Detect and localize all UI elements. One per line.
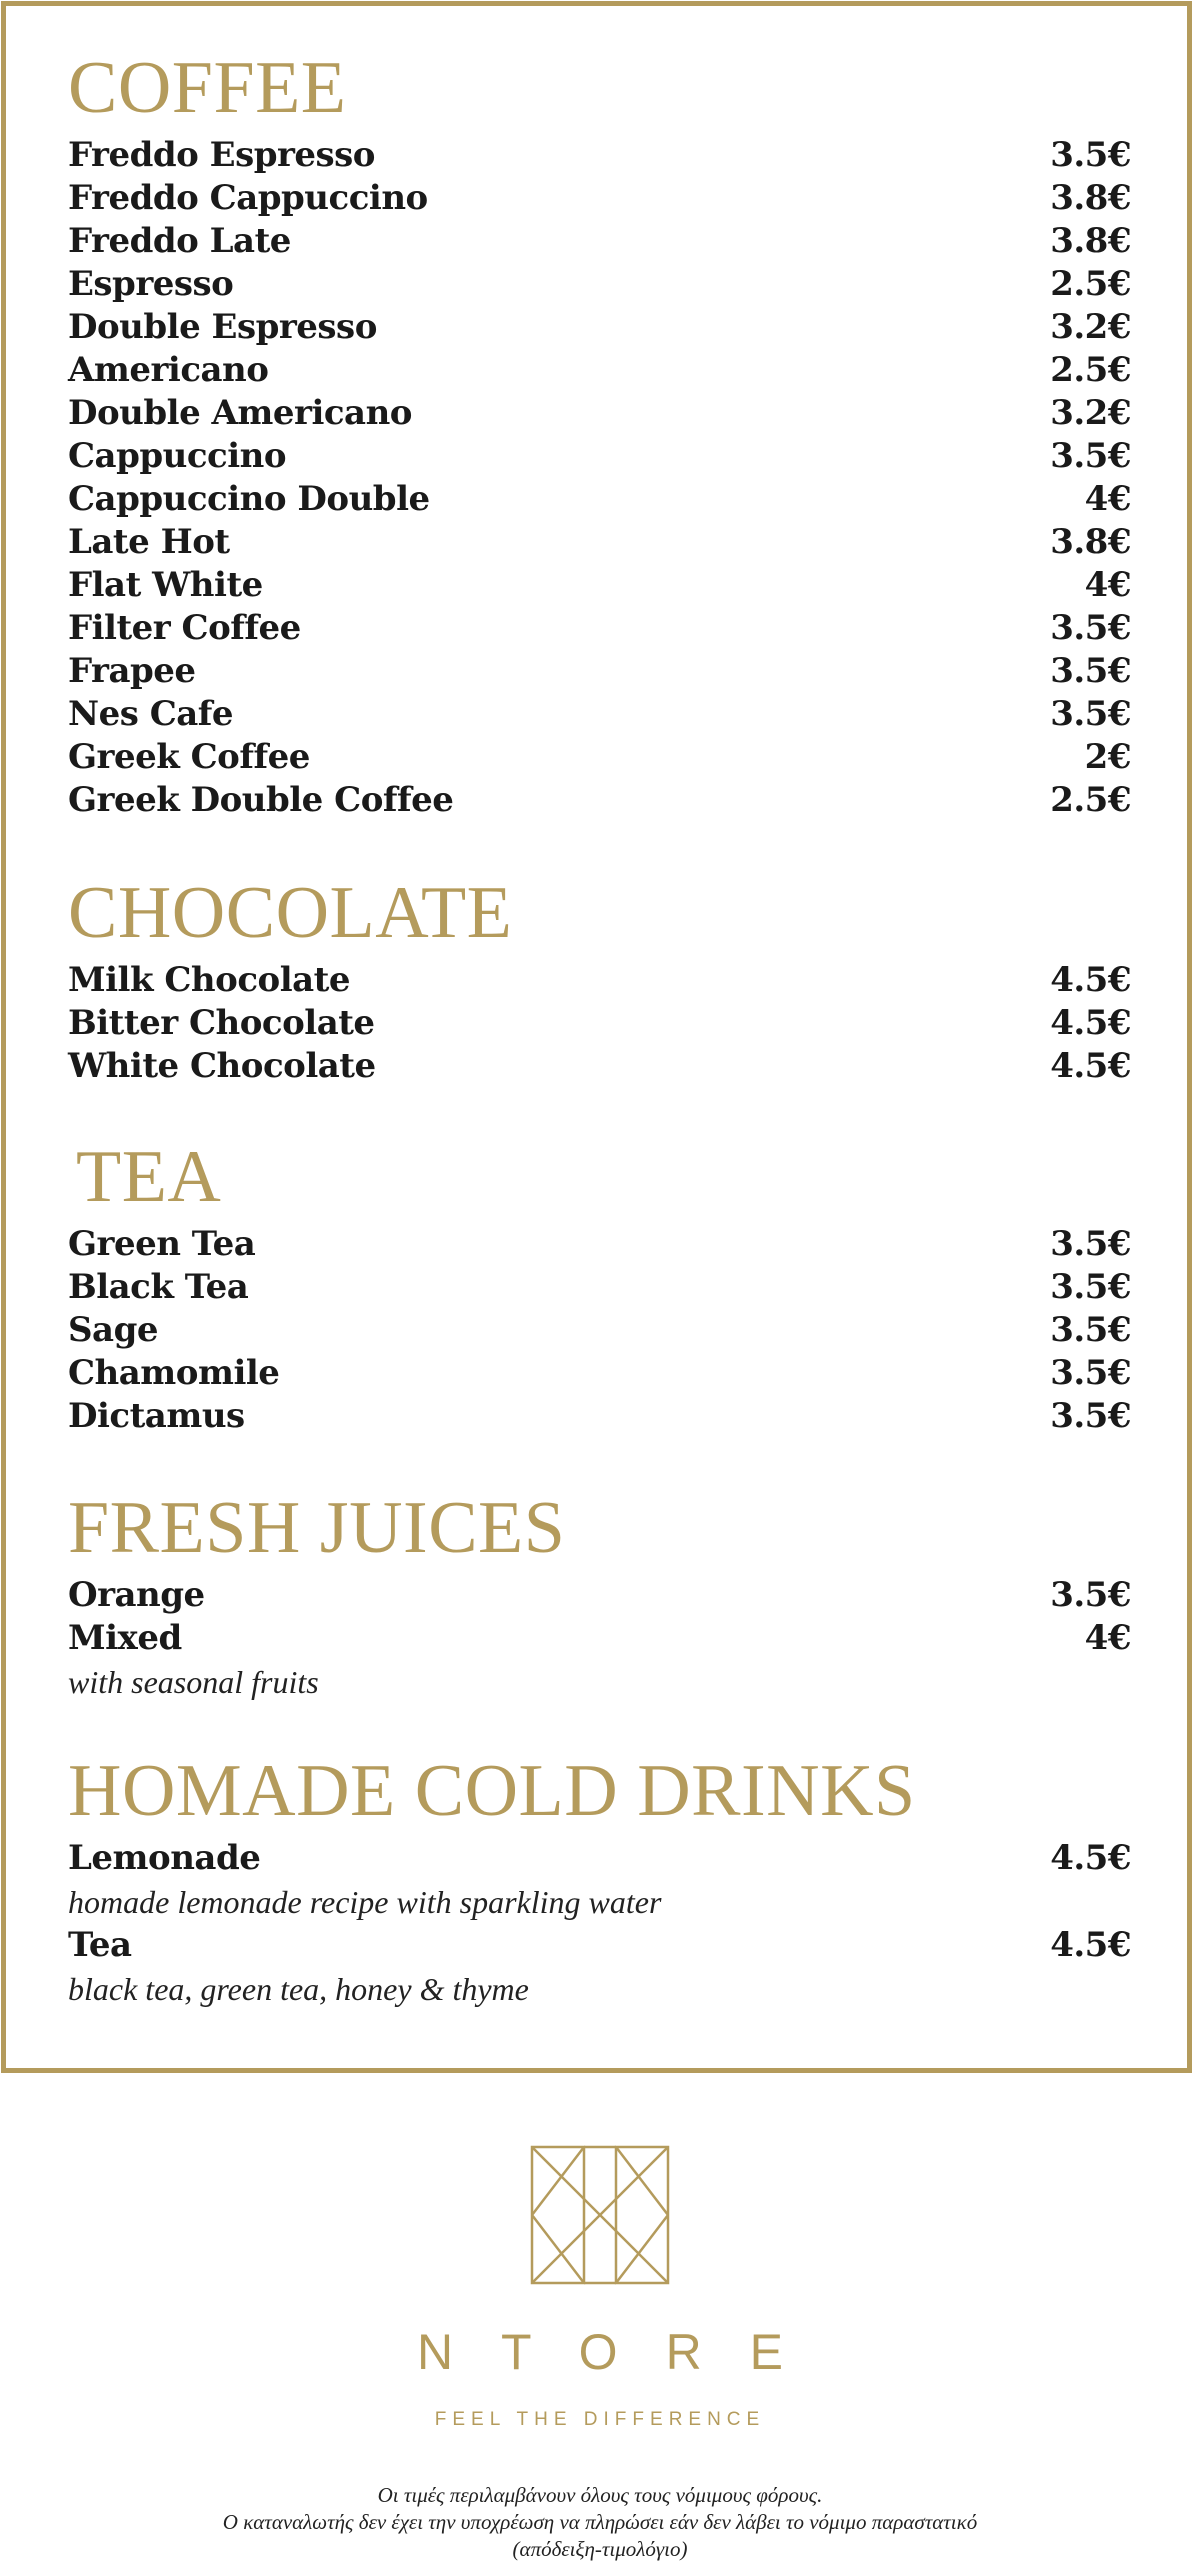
section-title: HOMADE COLD DRINKS <box>68 1750 916 1832</box>
menu-item <box>68 306 1132 349</box>
item-name: Chamomile <box>68 1353 280 1393</box>
item-price: 3.8€ <box>1050 522 1131 562</box>
item-name: Flat White <box>68 565 263 605</box>
section-title: FRESH JUICES <box>68 1487 566 1569</box>
menu-item <box>68 1574 1132 1617</box>
item-price: 3.5€ <box>1050 651 1131 691</box>
item-note: with seasonal fruits <box>68 1664 319 1700</box>
menu-item <box>68 1002 1132 1045</box>
item-price: 2.5€ <box>1050 350 1131 390</box>
ntore-monogram-icon <box>530 2145 670 2285</box>
coffee-section <box>68 48 1132 822</box>
menu-item <box>68 134 1132 177</box>
menu-items <box>68 1574 1132 1704</box>
item-price: 4.5€ <box>1050 1838 1131 1878</box>
menu-item <box>68 521 1132 564</box>
tax-notice <box>0 2482 1200 2563</box>
menu-item <box>68 1837 1132 1880</box>
menu-item <box>68 435 1132 478</box>
item-price: 3.8€ <box>1050 221 1131 261</box>
item-price: 3.8€ <box>1050 178 1131 218</box>
item-name: White Chocolate <box>68 1046 376 1086</box>
item-name: Cappuccino <box>68 436 287 476</box>
menu-item <box>68 650 1132 693</box>
menu-item <box>68 220 1132 263</box>
item-name: Greek Coffee <box>68 737 310 777</box>
item-price: 4€ <box>1084 565 1131 605</box>
menu-item <box>68 779 1132 822</box>
menu-item <box>68 1352 1132 1395</box>
menu-item <box>68 736 1132 779</box>
item-name: Dictamus <box>68 1396 245 1436</box>
item-name: Lemonade <box>68 1838 261 1878</box>
item-price: 3.5€ <box>1050 1575 1131 1615</box>
item-price: 4€ <box>1084 479 1131 519</box>
cold-drinks-section <box>68 1751 1132 2011</box>
tea-section <box>76 1137 1140 1217</box>
item-name: Frapee <box>68 651 196 691</box>
menu-item <box>68 1045 1132 1088</box>
item-price: 3.5€ <box>1050 1310 1131 1350</box>
item-name: Sage <box>68 1310 158 1350</box>
menu-item <box>68 1924 1132 1967</box>
item-note: homade lemonade recipe with sparkling water <box>68 1884 662 1920</box>
item-name: Nes Cafe <box>68 694 234 734</box>
item-name: Black Tea <box>68 1267 249 1307</box>
item-name: Greek Double Coffee <box>68 780 454 820</box>
menu-items <box>68 134 1132 822</box>
item-price: 3.5€ <box>1050 436 1131 476</box>
section-title: TEA <box>76 1136 222 1218</box>
item-name: Cappuccino Double <box>68 479 430 519</box>
item-price: 3.5€ <box>1050 1353 1131 1393</box>
menu-item <box>68 959 1132 1002</box>
item-price: 4.5€ <box>1050 960 1131 1000</box>
item-price: 2€ <box>1084 737 1131 777</box>
item-name: Filter Coffee <box>68 608 301 648</box>
item-name: Green Tea <box>68 1224 256 1264</box>
menu-item <box>68 349 1132 392</box>
item-price: 3.2€ <box>1050 307 1131 347</box>
item-name: Americano <box>68 350 269 390</box>
tea-items <box>68 1223 1132 1438</box>
menu-item <box>68 1617 1132 1660</box>
tax-notice-line: Οι τιμές περιλαμβάνουν όλους τους νόμιμους φόρους. <box>377 2483 823 2507</box>
item-name: Bitter Chocolate <box>68 1003 375 1043</box>
item-price: 2.5€ <box>1050 780 1131 820</box>
item-price: 3.5€ <box>1050 135 1131 175</box>
item-name: Mixed <box>68 1618 182 1658</box>
menu-item <box>68 693 1132 736</box>
item-name: Late Hot <box>68 522 230 562</box>
tax-notice-line: (απόδειξη-τιμολόγιο) <box>512 2537 688 2561</box>
menu-item <box>68 1309 1132 1352</box>
menu-item <box>68 478 1132 521</box>
menu-item <box>68 607 1132 650</box>
item-price: 4.5€ <box>1050 1003 1131 1043</box>
brand-name: NTORE <box>416 2324 832 2380</box>
item-name: Espresso <box>68 264 234 304</box>
brand-block <box>0 2145 1200 2431</box>
item-name: Freddo Espresso <box>68 135 375 175</box>
tax-notice-line: Ο καταναλωτής δεν έχει την υποχρέωση να πληρώσει εάν δεν λάβει το νόμιμο παραστατικό <box>222 2510 978 2534</box>
item-name: Milk Chocolate <box>68 960 350 1000</box>
item-price: 4€ <box>1084 1618 1131 1658</box>
menu-item <box>68 1223 1132 1266</box>
item-price: 2.5€ <box>1050 264 1131 304</box>
item-name: Double Espresso <box>68 307 377 347</box>
item-note: black tea, green tea, honey & thyme <box>68 1971 529 2007</box>
menu-item <box>68 177 1132 220</box>
menu-item <box>68 564 1132 607</box>
item-price: 4.5€ <box>1050 1046 1131 1086</box>
item-price: 3.2€ <box>1050 393 1131 433</box>
juices-section <box>68 1488 1132 1704</box>
brand-tagline: FEEL THE DIFFERENCE <box>434 2409 766 2430</box>
item-name: Tea <box>68 1925 132 1965</box>
item-price: 4.5€ <box>1050 1925 1131 1965</box>
item-name: Freddo Late <box>68 221 291 261</box>
menu-item <box>68 392 1132 435</box>
item-name: Orange <box>68 1575 205 1615</box>
chocolate-section <box>68 873 1132 1088</box>
item-price: 3.5€ <box>1050 1267 1131 1307</box>
item-name: Double Americano <box>68 393 412 433</box>
section-title: CHOCOLATE <box>68 872 513 954</box>
menu-item <box>68 1395 1132 1438</box>
menu-items <box>68 959 1132 1088</box>
item-price: 3.5€ <box>1050 1396 1131 1436</box>
section-title: COFFEE <box>68 47 347 129</box>
item-name: Freddo Cappuccino <box>68 178 428 218</box>
item-price: 3.5€ <box>1050 608 1131 648</box>
item-price: 3.5€ <box>1050 1224 1131 1264</box>
menu-item <box>68 263 1132 306</box>
item-price: 3.5€ <box>1050 694 1131 734</box>
menu-item <box>68 1266 1132 1309</box>
menu-items <box>68 1837 1132 2011</box>
